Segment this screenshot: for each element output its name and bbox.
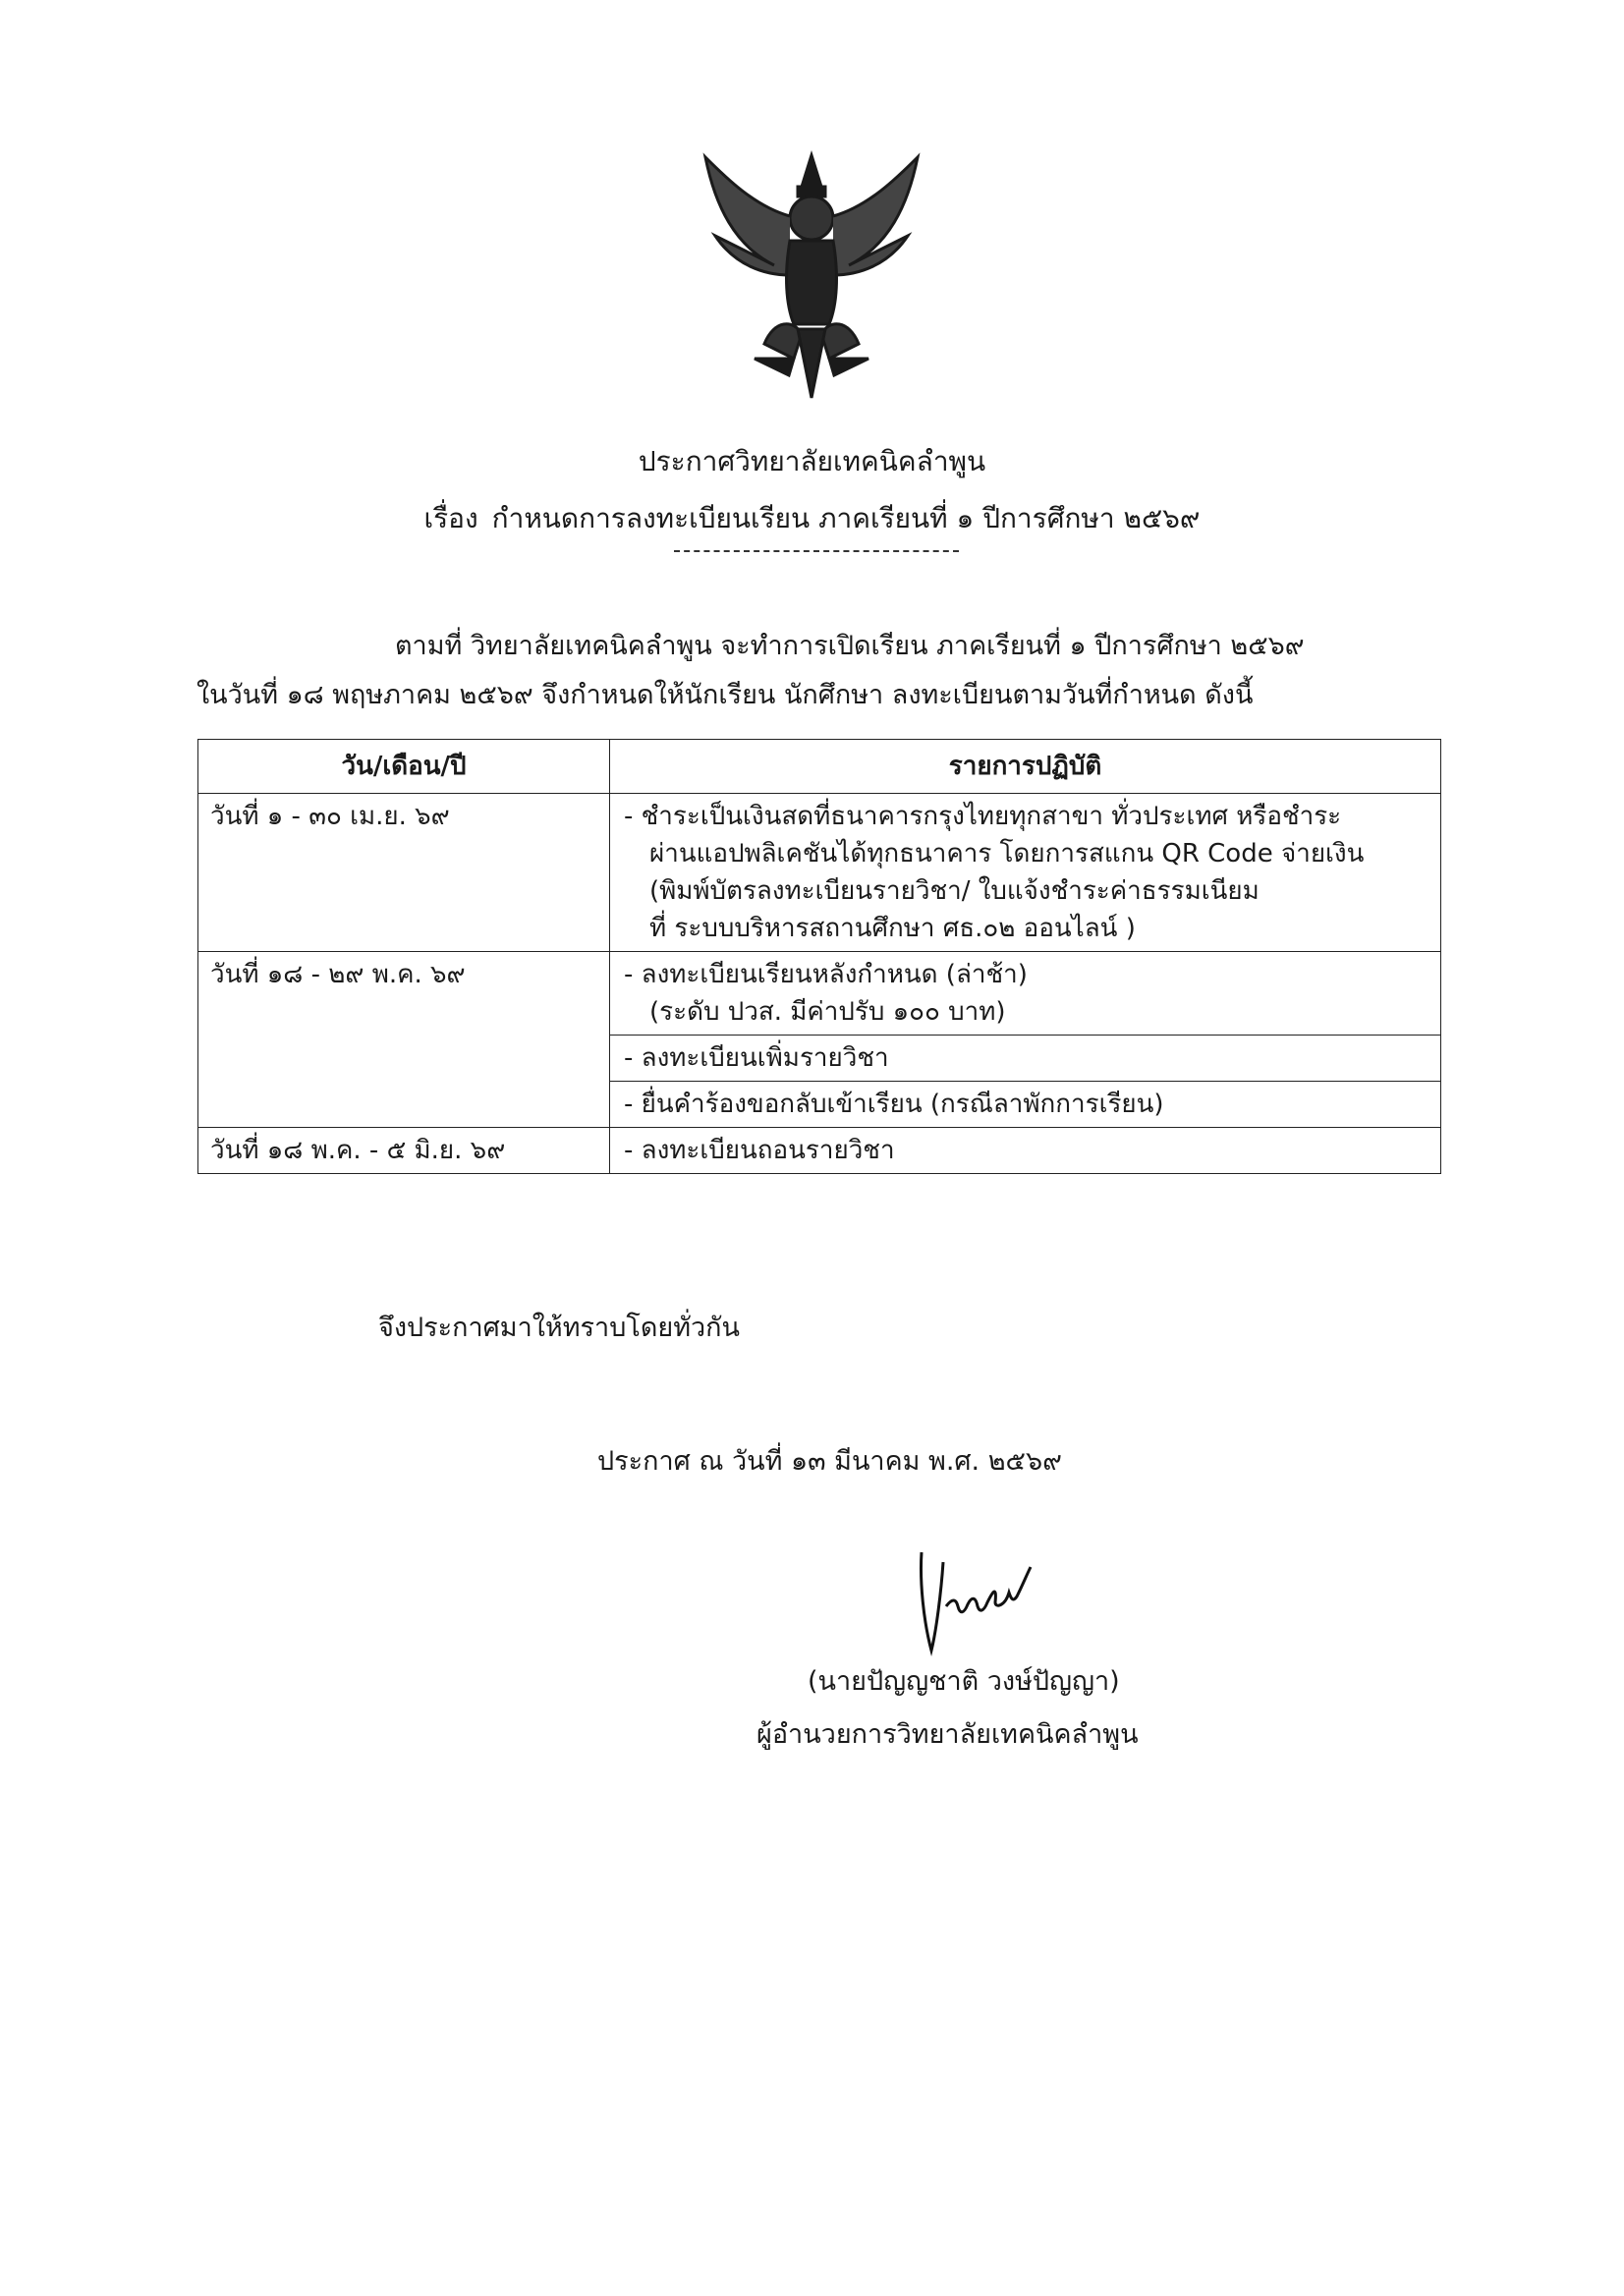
closing-statement: จึงประกาศมาให้ทราบโดยทั่วกัน <box>378 1313 740 1343</box>
body-paragraph-line-1: ตามที่ วิทยาลัยเทคนิคลำพูน จะทำการเปิดเรียน ภาคเรียนที่ ๑ ปีการศึกษา ๒๕๖๙ <box>395 631 1305 661</box>
row-action <box>610 1128 1441 1174</box>
announcement-date: ประกาศ ณ วันที่ ๑๓ มีนาคม พ.ศ. ๒๕๖๙ <box>597 1446 1062 1477</box>
row-date: วันที่ ๑ - ๓๐ เม.ย. ๖๙ <box>198 794 610 952</box>
table-header-row <box>198 740 1441 794</box>
action-line: ที่ ระบบบริหารสถานศึกษา ศธ.๐๒ ออนไลน์ ) <box>649 914 1136 943</box>
action-line: - ชำระเป็นเงินสดที่ธนาคารกรุงไทยทุกสาขา ทั่วประเทศ หรือชำระ <box>624 802 1342 831</box>
table-row <box>198 952 1441 1036</box>
subject-text: กำหนดการลงทะเบียนเรียน ภาคเรียนที่ ๑ ปีการศึกษา ๒๕๖๙ <box>491 502 1201 534</box>
column-header-action: รายการปฏิบัติ <box>610 740 1441 794</box>
signer-name: (นายปัญญชาติ วงษ์ปัญญา) <box>808 1666 1120 1697</box>
action-line: ผ่านแอปพลิเคชันได้ทุกธนาคาร โดยการสแกน QR Code จ่ายเงิน <box>649 839 1365 868</box>
action-line: - ยื่นคำร้องขอกลับเข้าเรียน (กรณีลาพักการเรียน) <box>624 1090 1164 1119</box>
row-date: วันที่ ๑๘ - ๒๙ พ.ค. ๖๙ <box>198 952 610 1128</box>
row-action <box>610 1036 1441 1082</box>
action-line: - ลงทะเบียนถอนรายวิชา <box>624 1136 895 1165</box>
table-row <box>198 794 1441 952</box>
action-line: (พิมพ์บัตรลงทะเบียนรายวิชา/ ใบแจ้งชำระค่าธรรมเนียม <box>649 876 1260 906</box>
action-line: - ลงทะเบียนเรียนหลังกำหนด (ล่าช้า) <box>624 960 1028 989</box>
row-date: วันที่ ๑๘ พ.ค. - ๕ มิ.ย. ๖๙ <box>198 1128 610 1174</box>
row-action <box>610 1082 1441 1128</box>
action-line: - ลงทะเบียนเพิ่มรายวิชา <box>624 1043 889 1073</box>
row-action <box>610 794 1441 952</box>
announcement-title: ประกาศวิทยาลัยเทคนิคลำพูน <box>638 445 986 477</box>
registration-schedule-table <box>197 739 1441 1174</box>
handwritten-signature <box>902 1533 1059 1660</box>
table-row <box>198 1128 1441 1174</box>
subject-label: เรื่อง <box>423 502 478 534</box>
column-header-date: วัน/เดือน/ปี <box>198 740 610 794</box>
garuda-emblem-icon <box>696 147 927 405</box>
body-paragraph-line-2: ในวันที่ ๑๘ พฤษภาคม ๒๕๖๙ จึงกำหนดให้นักเรียน นักศึกษา ลงทะเบียนตามวันที่กำหนด ดังนี้ <box>196 680 1254 710</box>
signer-position: ผู้อำนวยการวิทยาลัยเทคนิคลำพูน <box>756 1719 1139 1750</box>
announcement-subject <box>0 499 1624 538</box>
action-line: (ระดับ ปวส. มีค่าปรับ ๑๐๐ บาท) <box>649 997 1006 1027</box>
row-action <box>610 952 1441 1036</box>
divider-line <box>674 550 959 552</box>
